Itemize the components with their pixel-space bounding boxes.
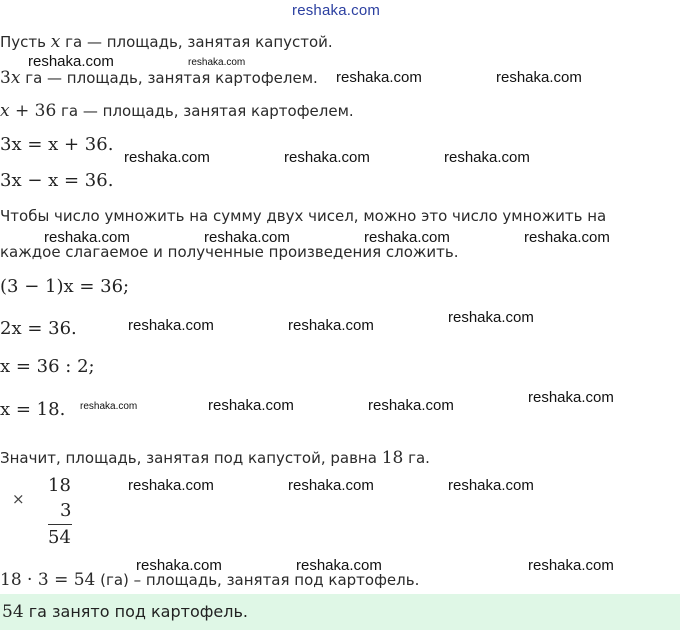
watermark: reshaka.com [188, 57, 246, 68]
rule-line-2: каждое слагаемое и полученные произведения сложить. [0, 243, 459, 261]
watermark: reshaka.com [288, 317, 374, 334]
multiplier: 3 [60, 500, 72, 521]
multiply-sign: × [12, 490, 25, 508]
watermark: reshaka.com [528, 389, 614, 406]
equation-3: (3 − 1)x = 36; [0, 276, 130, 297]
equation-2: 3x − x = 36. [0, 170, 114, 191]
product: 54 [48, 527, 71, 548]
text-line-1: Пусть x га — площадь, занятая капустой. [0, 32, 333, 52]
watermark: reshaka.com [336, 69, 422, 86]
watermark: reshaka.com [204, 229, 290, 246]
watermark: reshaka.com [368, 397, 454, 414]
watermark: reshaka.com [128, 317, 214, 334]
site-header: reshaka.com [292, 2, 381, 19]
rule-line-1: Чтобы число умножить на сумму двух чисел, можно это число умножить на [0, 207, 607, 225]
answer-line: 54 га занято под картофель. [2, 602, 249, 622]
equation-5: x = 36 : 2; [0, 356, 95, 377]
equation-1: 3x = x + 36. [0, 134, 114, 155]
watermark: reshaka.com [288, 477, 374, 494]
multiplicand: 18 [48, 475, 71, 496]
watermark: reshaka.com [524, 229, 610, 246]
equation-6: x = 18. [0, 399, 66, 420]
watermark: reshaka.com [496, 69, 582, 86]
watermark: reshaka.com [444, 149, 530, 166]
watermark: reshaka.com [28, 53, 114, 70]
multiplication-line [48, 524, 72, 525]
watermark: reshaka.com [296, 557, 382, 574]
equation-4: 2x = 36. [0, 318, 77, 339]
watermark: reshaka.com [528, 557, 614, 574]
watermark: reshaka.com [208, 397, 294, 414]
conclusion-line: Значит, площадь, занятая под капустой, равна 18 га. [0, 448, 430, 468]
text-line-2: 3x га — площадь, занятая картофелем. [0, 68, 318, 88]
final-line: 18 · 3 = 54 (га) – площадь, занятая под картофель. [0, 570, 420, 590]
watermark: reshaka.com [284, 149, 370, 166]
watermark: reshaka.com [448, 477, 534, 494]
watermark: reshaka.com [80, 401, 138, 412]
watermark: reshaka.com [124, 149, 210, 166]
text-line-3: x + 36 га — площадь, занятая картофелем. [0, 101, 354, 121]
watermark: reshaka.com [364, 229, 450, 246]
watermark: reshaka.com [44, 229, 130, 246]
watermark: reshaka.com [448, 309, 534, 326]
watermark: reshaka.com [136, 557, 222, 574]
watermark: reshaka.com [128, 477, 214, 494]
